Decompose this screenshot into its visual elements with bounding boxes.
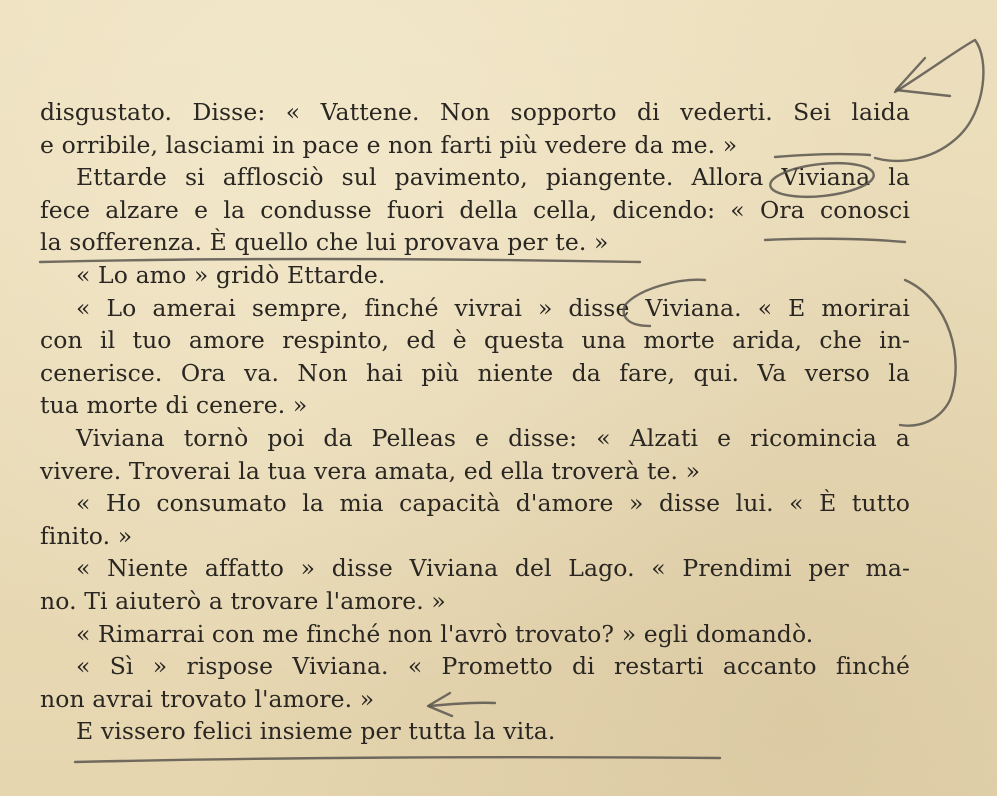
text-line: « Lo amerai sempre, finché vivrai » disse Viviana. « E morirai <box>76 293 910 322</box>
text-line: « Lo amo » gridò Ettarde. <box>76 260 386 289</box>
text-line: la sofferenza. È quello che lui provava per te. » <box>40 228 609 257</box>
text-line: non avrai trovato l'amore. » <box>40 684 375 713</box>
text-line: tua morte di cenere. » <box>40 391 308 420</box>
text-line: « Sì » rispose Viviana. « Prometto di restarti accanto finché <box>76 652 910 681</box>
text-line: con il tuo amore respinto, ed è questa una morte arida, che in- <box>40 326 910 355</box>
page-text <box>40 96 910 748</box>
arrow-head-top-right-icon <box>896 58 950 96</box>
text-line: Ettarde si afflosciò sul pavimento, piangente. Allora Viviana la <box>76 163 910 192</box>
text-line: « Rimarrai con me finché non l'avrò trovato? » egli domandò. <box>76 619 814 648</box>
underline-bottom-icon <box>75 757 720 762</box>
text-line: E vissero felici insieme per tutta la vita. <box>76 717 556 746</box>
text-line: « Niente affatto » disse Viviana del Lago. « Prendimi per ma- <box>76 554 910 583</box>
text-line: cenerisce. Ora va. Non hai più niente da fare, qui. Va verso la <box>40 358 910 387</box>
text-line: vivere. Troverai la tua vera amata, ed ella troverà te. » <box>40 456 701 485</box>
text-line: no. Ti aiuterò a trovare l'amore. » <box>40 586 446 615</box>
text-line: fece alzare e la condusse fuori della cella, dicendo: « Ora conosci <box>40 195 910 224</box>
text-line: disgustato. Disse: « Vattene. Non sopporto di vederti. Sei laida <box>40 98 910 126</box>
text-line: « Ho consumato la mia capacità d'amore » disse lui. « È tutto <box>76 489 910 518</box>
text-line: finito. » <box>40 521 133 550</box>
text-line: e orribile, lasciami in pace e non farti più vedere da me. » <box>40 130 738 159</box>
text-line: Viviana tornò poi da Pelleas e disse: « Alzati e ricomincia a <box>76 423 910 452</box>
